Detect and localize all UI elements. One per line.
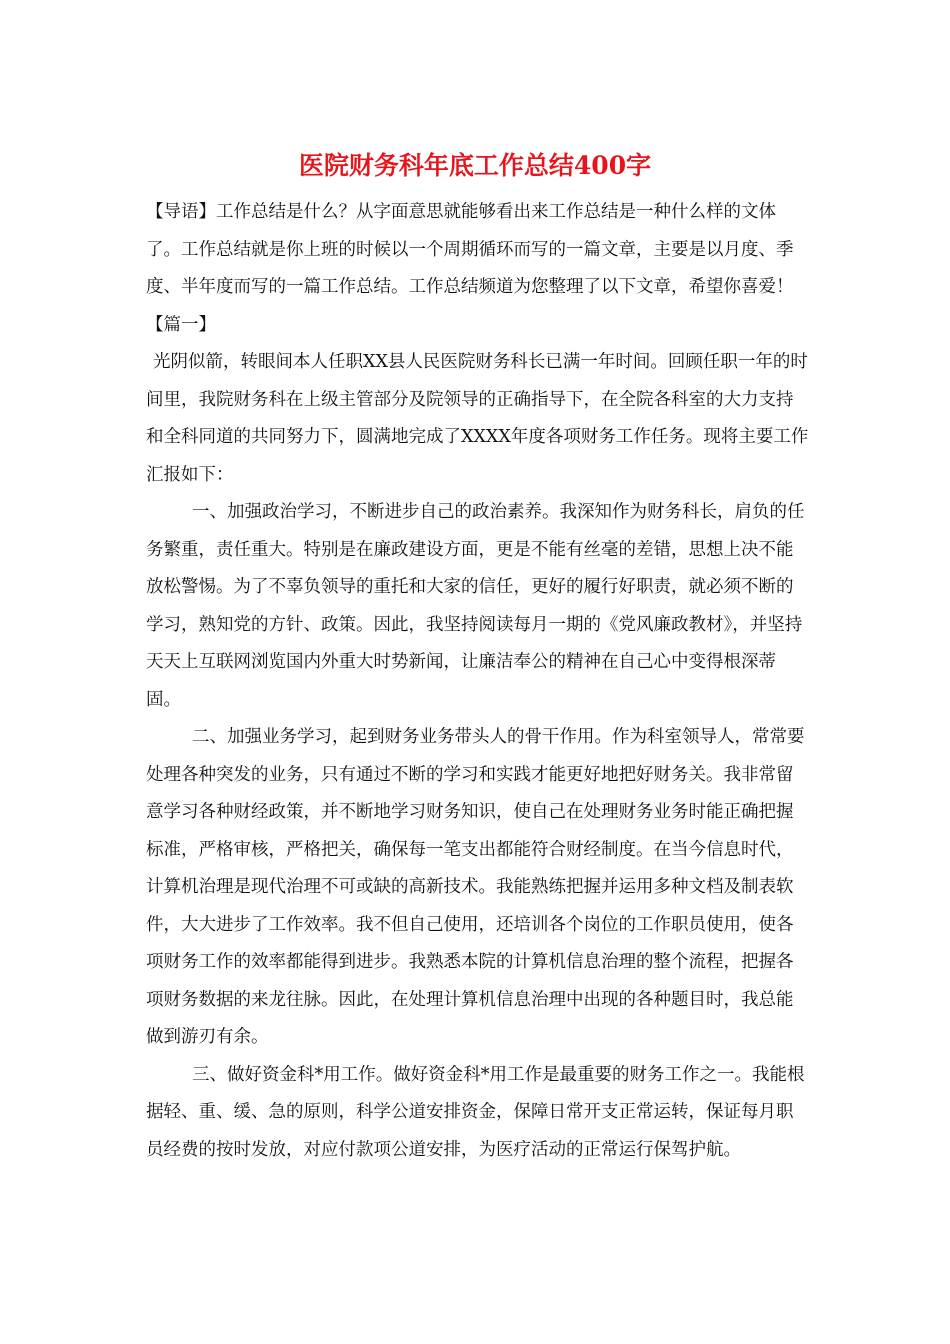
opening-paragraph: 光阴似箭，转眼间本人任职XX县人民医院财务科长已满一年时间。回顾任职一年的时间里，我院财务科在上级主管部分及院领导的正确指导下，在全院各科室的大力支持和全科同道的共同努力下，圆满地完成了XXXX年度各项财务工作任务。现将主要工作汇报如下： <box>146 352 809 485</box>
intro-paragraph: 【导语】工作总结是什么？从字面意思就能够看出来工作总结是一种什么样的文体了。工作总结就是你上班的时候以一个周期循环而写的一篇文章，主要是以月度、季度、半年度而写的一篇工作总结。工作总结频道为您整理了以下文章，希望你喜爱！ <box>146 202 794 297</box>
section-label: 【篇一】 <box>146 314 216 335</box>
document-body <box>146 194 810 1169</box>
body-paragraph-1: 一、加强政治学习，不断进步自己的政治素养。我深知作为财务科长，肩负的任务繁重，责任重大。特别是在廉政建设方面，更是不能有丝毫的差错，思想上决不能放松警惕。为了不辜负领导的重托和大家的信任，更好的履行好职责，就必须不断的学习，熟知党的方针、政策。因此，我坚持阅读每月一期的《党风廉政教材》，并坚持天天上互联网浏览国内外重大时势新闻，让廉洁奉公的精神在自己心中变得根深蒂固。 <box>146 502 805 710</box>
body-paragraph-2: 二、加强业务学习，起到财务业务带头人的骨干作用。作为科室领导人，常常要处理各种突发的业务，只有通过不断的学习和实践才能更好地把好财务关。我非常留意学习各种财经政策，并不断地学习财务知识，使自己在处理财务业务时能正确把握标准，严格审核，严格把关，确保每一笔支出都能符合财经制度。在当今信息时代，计算机治理是现代治理不可或缺的高新技术。我能熟练把握并运用多种文档及制表软件，大大进步了工作效率。我不但自己使用，还培训各个岗位的工作职员使用，使各项财务工作的效率都能得到进步。我熟悉本院的计算机信息治理的整个流程，把握各项财务数据的来龙往脉。因此，在处理计算机信息治理中出现的各种题目时，我总能做到游刃有余。 <box>146 727 805 1047</box>
body-paragraph-3: 三、做好资金科*用工作。做好资金科*用工作是最重要的财务工作之一。我能根据轻、重、缓、急的原则，科学公道安排资金，保障日常开支正常运转，保证每月职员经费的按时发放，对应付款项公道安排，为医疗活动的正常运行保驾护航。 <box>146 1064 805 1160</box>
document-title: 医院财务科年底工作总结400字 <box>298 151 652 180</box>
